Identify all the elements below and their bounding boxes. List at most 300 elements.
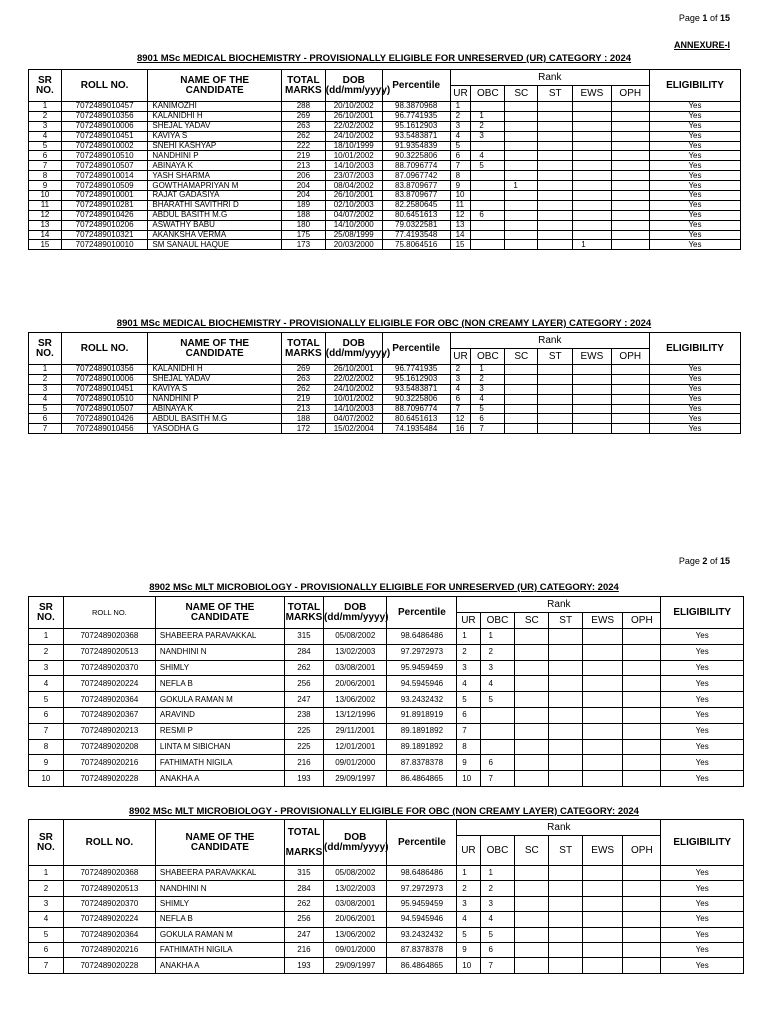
cell-rank-st xyxy=(538,111,573,121)
cell-percentile: 91.8918919 xyxy=(387,707,457,723)
cell-eligibility: Yes xyxy=(661,739,744,755)
cell-rank-ur: 2 xyxy=(450,365,471,375)
cell-name: YASODHA G xyxy=(148,424,282,434)
cell-rank-ews xyxy=(573,394,611,404)
cell-rank-oph xyxy=(611,141,649,151)
cell-name: GOKULA RAMAN M xyxy=(155,927,284,942)
cell-sr: 6 xyxy=(29,942,64,957)
cell-roll: 7072489010451 xyxy=(61,384,148,394)
cell-rank-st xyxy=(538,161,573,171)
cell-rank-oph xyxy=(623,896,661,911)
results-table xyxy=(28,596,744,787)
cell-roll: 7072489020368 xyxy=(63,866,155,881)
cell-marks: 269 xyxy=(281,365,325,375)
cell-sr: 2 xyxy=(29,374,62,384)
cell-eligibility: Yes xyxy=(661,755,744,771)
header-rank-ews: EWS xyxy=(583,613,623,629)
cell-marks: 247 xyxy=(284,927,323,942)
cell-rank-oph xyxy=(611,374,649,384)
cell-rank-ur: 10 xyxy=(457,771,480,787)
cell-rank-ews: 1 xyxy=(573,240,611,250)
cell-rank-sc xyxy=(515,629,549,645)
cell-dob: 29/11/2001 xyxy=(324,723,387,739)
cell-name: FATHIMATH NIGILA xyxy=(155,942,284,957)
cell-sr: 5 xyxy=(29,927,64,942)
cell-name: LINTA M SIBICHAN xyxy=(155,739,284,755)
cell-rank-ur: 10 xyxy=(450,191,471,201)
cell-roll: 7072489020364 xyxy=(63,692,155,708)
cell-rank-sc xyxy=(505,365,538,375)
cell-rank-oph xyxy=(623,942,661,957)
cell-dob: 13/06/2002 xyxy=(324,927,387,942)
cell-eligibility: Yes xyxy=(661,866,744,881)
cell-marks: 193 xyxy=(284,958,323,973)
cell-rank-oph xyxy=(611,171,649,181)
cell-rank-ews xyxy=(573,191,611,201)
cell-marks: 225 xyxy=(284,723,323,739)
cell-sr: 4 xyxy=(29,912,64,927)
annexure-label: ANNEXURE-I xyxy=(673,40,730,50)
header-rank: Rank xyxy=(450,333,649,349)
cell-rank-ur: 2 xyxy=(457,644,480,660)
cell-rank-oph xyxy=(623,755,661,771)
cell-name: SHABEERA PARAVAKKAL xyxy=(155,629,284,645)
cell-rank-ews xyxy=(583,958,623,973)
header-percentile: Percentile xyxy=(382,333,450,365)
cell-sr: 1 xyxy=(29,365,62,375)
cell-marks: 188 xyxy=(281,414,325,424)
cell-rank-ews xyxy=(583,676,623,692)
cell-roll: 7072489020216 xyxy=(63,755,155,771)
cell-name: GOWTHAMAPRIYAN M xyxy=(148,181,282,191)
cell-rank-obc: 5 xyxy=(480,692,515,708)
cell-rank-sc: 1 xyxy=(505,181,538,191)
cell-rank-sc xyxy=(505,161,538,171)
cell-roll: 7072489010456 xyxy=(61,424,148,434)
cell-rank-sc xyxy=(505,374,538,384)
cell-sr: 7 xyxy=(29,424,62,434)
cell-rank-obc xyxy=(480,723,515,739)
cell-rank-ews xyxy=(573,151,611,161)
cell-sr: 9 xyxy=(29,755,64,771)
cell-eligibility: Yes xyxy=(649,161,740,171)
cell-marks: 204 xyxy=(281,191,325,201)
cell-marks: 238 xyxy=(284,707,323,723)
cell-rank-oph xyxy=(611,161,649,171)
cell-eligibility: Yes xyxy=(649,171,740,181)
cell-rank-oph xyxy=(623,771,661,787)
cell-rank-st xyxy=(538,404,573,414)
cell-eligibility: Yes xyxy=(649,220,740,230)
cell-name: KANIMOZHI xyxy=(148,102,282,112)
cell-name: KAVIYA S xyxy=(148,131,282,141)
cell-dob: 24/10/2002 xyxy=(325,384,382,394)
cell-sr: 3 xyxy=(29,384,62,394)
cell-marks: 193 xyxy=(284,771,323,787)
cell-rank-sc xyxy=(505,111,538,121)
cell-marks: 288 xyxy=(281,102,325,112)
cell-roll: 7072489010206 xyxy=(61,220,148,230)
cell-rank-oph xyxy=(623,881,661,896)
header-candidate-name: NAME OF THE CANDIDATE xyxy=(148,70,282,102)
table-row xyxy=(29,755,744,771)
cell-name: ANAKHA A xyxy=(155,958,284,973)
cell-rank-st xyxy=(538,220,573,230)
cell-percentile: 82.2580645 xyxy=(382,200,450,210)
cell-dob: 14/10/2003 xyxy=(325,161,382,171)
cell-roll: 7072489020370 xyxy=(63,660,155,676)
cell-name: NANDHINI P xyxy=(148,394,282,404)
cell-rank-st xyxy=(538,200,573,210)
cell-sr: 2 xyxy=(29,881,64,896)
cell-roll: 7072489010451 xyxy=(61,131,148,141)
cell-rank-ur: 6 xyxy=(450,151,471,161)
cell-marks: 213 xyxy=(281,161,325,171)
cell-rank-ur: 6 xyxy=(457,707,480,723)
cell-eligibility: Yes xyxy=(661,692,744,708)
cell-name: SHEJAL YADAV xyxy=(148,374,282,384)
cell-roll: 7072489010014 xyxy=(61,171,148,181)
cell-percentile: 96.7741935 xyxy=(382,111,450,121)
header-rank-st: ST xyxy=(549,836,583,866)
cell-rank-st xyxy=(549,771,583,787)
cell-percentile: 95.9459459 xyxy=(387,896,457,911)
header-rank-obc: OBC xyxy=(471,86,505,102)
cell-rank-oph xyxy=(611,200,649,210)
cell-rank-obc: 1 xyxy=(471,365,505,375)
cell-rank-ur: 3 xyxy=(450,121,471,131)
cell-name: SHEJAL YADAV xyxy=(148,121,282,131)
cell-eligibility: Yes xyxy=(649,414,740,424)
cell-eligibility: Yes xyxy=(649,102,740,112)
cell-marks: 219 xyxy=(281,394,325,404)
cell-rank-oph xyxy=(623,629,661,645)
cell-rank-obc xyxy=(471,171,505,181)
cell-roll: 7072489020228 xyxy=(63,771,155,787)
header-rank-ews: EWS xyxy=(583,836,623,866)
cell-percentile: 93.2432432 xyxy=(387,692,457,708)
cell-sr: 6 xyxy=(29,707,64,723)
table-row xyxy=(29,240,741,250)
cell-rank-ur: 6 xyxy=(450,394,471,404)
cell-marks: 315 xyxy=(284,866,323,881)
cell-rank-ews xyxy=(583,771,623,787)
header-rank-oph: OPH xyxy=(623,836,661,866)
cell-name: FATHIMATH NIGILA xyxy=(155,755,284,771)
header-rank-ur: UR xyxy=(457,836,480,866)
cell-rank-ews xyxy=(573,404,611,414)
cell-percentile: 97.2972973 xyxy=(387,881,457,896)
results-table xyxy=(28,69,741,250)
cell-sr: 12 xyxy=(29,210,62,220)
cell-dob: 02/10/2003 xyxy=(325,200,382,210)
cell-dob: 22/02/2002 xyxy=(325,121,382,131)
cell-roll: 7072489020367 xyxy=(63,707,155,723)
cell-rank-sc xyxy=(505,141,538,151)
cell-roll: 7072489020213 xyxy=(63,723,155,739)
cell-rank-obc: 1 xyxy=(480,866,515,881)
cell-marks: 206 xyxy=(281,171,325,181)
cell-marks: 269 xyxy=(281,111,325,121)
cell-roll: 7072489010356 xyxy=(61,111,148,121)
header-sr-no: SR NO. xyxy=(29,70,62,102)
cell-percentile: 93.2432432 xyxy=(387,927,457,942)
cell-rank-ur: 12 xyxy=(450,210,471,220)
cell-rank-sc xyxy=(505,414,538,424)
cell-marks: 213 xyxy=(281,404,325,414)
cell-rank-ur: 2 xyxy=(457,881,480,896)
cell-rank-sc xyxy=(505,230,538,240)
cell-percentile: 87.8378378 xyxy=(387,755,457,771)
cell-rank-oph xyxy=(623,644,661,660)
cell-rank-obc: 2 xyxy=(471,374,505,384)
cell-rank-obc: 6 xyxy=(480,942,515,957)
cell-eligibility: Yes xyxy=(661,958,744,973)
cell-marks: 262 xyxy=(281,384,325,394)
cell-rank-ur: 1 xyxy=(450,102,471,112)
cell-rank-st xyxy=(549,629,583,645)
cell-dob: 26/10/2001 xyxy=(325,111,382,121)
table-row xyxy=(29,629,744,645)
cell-percentile: 86.4864865 xyxy=(387,771,457,787)
cell-rank-obc: 5 xyxy=(471,161,505,171)
cell-roll: 7072489020513 xyxy=(63,881,155,896)
cell-rank-st xyxy=(549,676,583,692)
header-dob: DOB (dd/mm/yyyy) xyxy=(325,70,382,102)
cell-rank-st xyxy=(538,240,573,250)
cell-dob: 13/12/1996 xyxy=(324,707,387,723)
cell-roll: 7072489010426 xyxy=(61,210,148,220)
table-row xyxy=(29,191,741,201)
cell-rank-st xyxy=(549,958,583,973)
cell-rank-ews xyxy=(573,131,611,141)
header-roll-no: ROLL NO. xyxy=(63,820,155,866)
cell-rank-st xyxy=(549,896,583,911)
table-row xyxy=(29,230,741,240)
cell-sr: 3 xyxy=(29,896,64,911)
cell-eligibility: Yes xyxy=(649,404,740,414)
cell-name: NANDHINI P xyxy=(148,151,282,161)
cell-sr: 1 xyxy=(29,629,64,645)
cell-name: ABDUL BASITH M.G xyxy=(148,414,282,424)
cell-rank-st xyxy=(549,723,583,739)
cell-rank-st xyxy=(538,131,573,141)
cell-rank-ews xyxy=(583,629,623,645)
header-rank-obc: OBC xyxy=(480,613,515,629)
cell-rank-sc xyxy=(515,660,549,676)
cell-rank-st xyxy=(538,171,573,181)
cell-roll: 7072489010356 xyxy=(61,365,148,375)
cell-eligibility: Yes xyxy=(661,644,744,660)
cell-dob: 18/10/1999 xyxy=(325,141,382,151)
cell-rank-ur: 4 xyxy=(450,384,471,394)
cell-rank-oph xyxy=(611,365,649,375)
table-row xyxy=(29,210,741,220)
cell-rank-sc xyxy=(515,881,549,896)
cell-rank-st xyxy=(538,374,573,384)
header-sr-no: SR NO. xyxy=(29,820,64,866)
cell-rank-ur: 5 xyxy=(450,141,471,151)
cell-rank-st xyxy=(538,191,573,201)
table-row xyxy=(29,771,744,787)
cell-dob: 13/02/2003 xyxy=(324,881,387,896)
cell-rank-ews xyxy=(583,866,623,881)
cell-roll: 7072489020208 xyxy=(63,739,155,755)
cell-roll: 7072489010006 xyxy=(61,374,148,384)
cell-roll: 7072489010006 xyxy=(61,121,148,131)
cell-rank-st xyxy=(549,866,583,881)
cell-percentile: 86.4864865 xyxy=(387,958,457,973)
cell-percentile: 79.0322581 xyxy=(382,220,450,230)
cell-eligibility: Yes xyxy=(649,191,740,201)
cell-percentile: 95.1612903 xyxy=(382,374,450,384)
cell-percentile: 88.7096774 xyxy=(382,161,450,171)
cell-rank-ur: 10 xyxy=(457,958,480,973)
cell-percentile: 93.5483871 xyxy=(382,131,450,141)
cell-name: AKANKSHA VERMA xyxy=(148,230,282,240)
cell-rank-ur: 7 xyxy=(457,723,480,739)
cell-rank-obc: 7 xyxy=(471,424,505,434)
cell-eligibility: Yes xyxy=(661,707,744,723)
table-row xyxy=(29,220,741,230)
table-row xyxy=(29,404,741,414)
cell-marks: 180 xyxy=(281,220,325,230)
cell-eligibility: Yes xyxy=(649,424,740,434)
cell-rank-st xyxy=(549,707,583,723)
cell-rank-obc: 6 xyxy=(480,755,515,771)
cell-roll: 7072489010510 xyxy=(61,394,148,404)
table-row xyxy=(29,707,744,723)
cell-rank-oph xyxy=(623,707,661,723)
header-candidate-name: NAME OF THE CANDIDATE xyxy=(155,597,284,629)
cell-rank-st xyxy=(549,692,583,708)
cell-marks: 189 xyxy=(281,200,325,210)
cell-rank-ur: 1 xyxy=(457,629,480,645)
cell-rank-ur: 4 xyxy=(457,912,480,927)
cell-rank-ews xyxy=(573,365,611,375)
cell-percentile: 91.9354839 xyxy=(382,141,450,151)
cell-name: SHABEERA PARAVAKKAL xyxy=(155,866,284,881)
cell-rank-ur: 14 xyxy=(450,230,471,240)
table-row xyxy=(29,866,744,881)
cell-sr: 9 xyxy=(29,181,62,191)
cell-rank-oph xyxy=(611,191,649,201)
header-rank-sc: SC xyxy=(515,613,549,629)
header-eligibility: ELIGIBILITY xyxy=(661,597,744,629)
header-rank-ur: UR xyxy=(450,349,471,365)
cell-sr: 1 xyxy=(29,866,64,881)
cell-rank-oph xyxy=(623,660,661,676)
cell-rank-st xyxy=(549,881,583,896)
cell-dob: 24/10/2002 xyxy=(325,131,382,141)
cell-sr: 1 xyxy=(29,102,62,112)
cell-rank-obc xyxy=(471,102,505,112)
cell-rank-st xyxy=(538,414,573,424)
cell-percentile: 74.1935484 xyxy=(382,424,450,434)
header-rank-sc: SC xyxy=(505,86,538,102)
header-total-marks: TOTAL MARKS xyxy=(281,70,325,102)
table-row xyxy=(29,912,744,927)
cell-marks: 262 xyxy=(284,660,323,676)
header-roll-no: ROLL NO. xyxy=(63,597,155,629)
cell-rank-obc xyxy=(471,240,505,250)
cell-rank-obc: 1 xyxy=(480,629,515,645)
cell-name: SNEHI KASHYAP xyxy=(148,141,282,151)
cell-marks: 284 xyxy=(284,881,323,896)
table-row xyxy=(29,676,744,692)
page-number: Page 1 of 15 xyxy=(678,13,730,23)
cell-rank-ur: 9 xyxy=(457,755,480,771)
cell-name: SHIMLY xyxy=(155,896,284,911)
cell-rank-obc: 2 xyxy=(480,644,515,660)
cell-rank-ews xyxy=(583,660,623,676)
cell-rank-ews xyxy=(573,171,611,181)
cell-rank-st xyxy=(538,102,573,112)
table-row xyxy=(29,644,744,660)
cell-sr: 7 xyxy=(29,958,64,973)
cell-rank-ews xyxy=(573,181,611,191)
cell-name: NEFLA B xyxy=(155,912,284,927)
header-candidate-name: NAME OF THE CANDIDATE xyxy=(155,820,284,866)
cell-sr: 4 xyxy=(29,394,62,404)
table-row xyxy=(29,896,744,911)
table-row xyxy=(29,200,741,210)
cell-dob: 10/01/2002 xyxy=(325,394,382,404)
cell-percentile: 87.8378378 xyxy=(387,942,457,957)
cell-rank-ews xyxy=(573,200,611,210)
cell-eligibility: Yes xyxy=(649,151,740,161)
cell-rank-sc xyxy=(515,912,549,927)
cell-rank-sc xyxy=(505,191,538,201)
cell-rank-ur: 4 xyxy=(450,131,471,141)
header-rank: Rank xyxy=(457,597,661,613)
cell-rank-ews xyxy=(573,220,611,230)
table-row xyxy=(29,723,744,739)
cell-sr: 8 xyxy=(29,171,62,181)
cell-rank-obc: 7 xyxy=(480,958,515,973)
cell-name: ABDUL BASITH M.G xyxy=(148,210,282,220)
cell-rank-ews xyxy=(583,739,623,755)
cell-rank-oph xyxy=(611,424,649,434)
cell-dob: 05/08/2002 xyxy=(324,866,387,881)
cell-rank-obc: 5 xyxy=(471,404,505,414)
results-table xyxy=(28,332,741,434)
cell-rank-sc xyxy=(505,131,538,141)
header-rank-st: ST xyxy=(549,613,583,629)
cell-percentile: 83.8709677 xyxy=(382,181,450,191)
table-row xyxy=(29,102,741,112)
section-title: 8901 MSc MEDICAL BIOCHEMISTRY - PROVISIONALLY ELIGIBLE FOR UNRESERVED (UR) CATEGORY : 2024 xyxy=(136,53,632,64)
header-rank-st: ST xyxy=(538,86,573,102)
cell-rank-ur: 15 xyxy=(450,240,471,250)
cell-marks: 263 xyxy=(281,121,325,131)
cell-percentile: 83.8709677 xyxy=(382,191,450,201)
cell-rank-ur: 5 xyxy=(457,927,480,942)
cell-roll: 7072489010510 xyxy=(61,151,148,161)
cell-roll: 7072489010281 xyxy=(61,200,148,210)
table-row xyxy=(29,131,741,141)
cell-rank-ur: 1 xyxy=(457,866,480,881)
table-row xyxy=(29,151,741,161)
cell-eligibility: Yes xyxy=(649,131,740,141)
cell-rank-ews xyxy=(583,881,623,896)
cell-eligibility: Yes xyxy=(649,374,740,384)
cell-rank-ews xyxy=(573,230,611,240)
cell-sr: 5 xyxy=(29,692,64,708)
cell-eligibility: Yes xyxy=(649,121,740,131)
table-row xyxy=(29,181,741,191)
cell-dob: 14/10/2000 xyxy=(325,220,382,230)
